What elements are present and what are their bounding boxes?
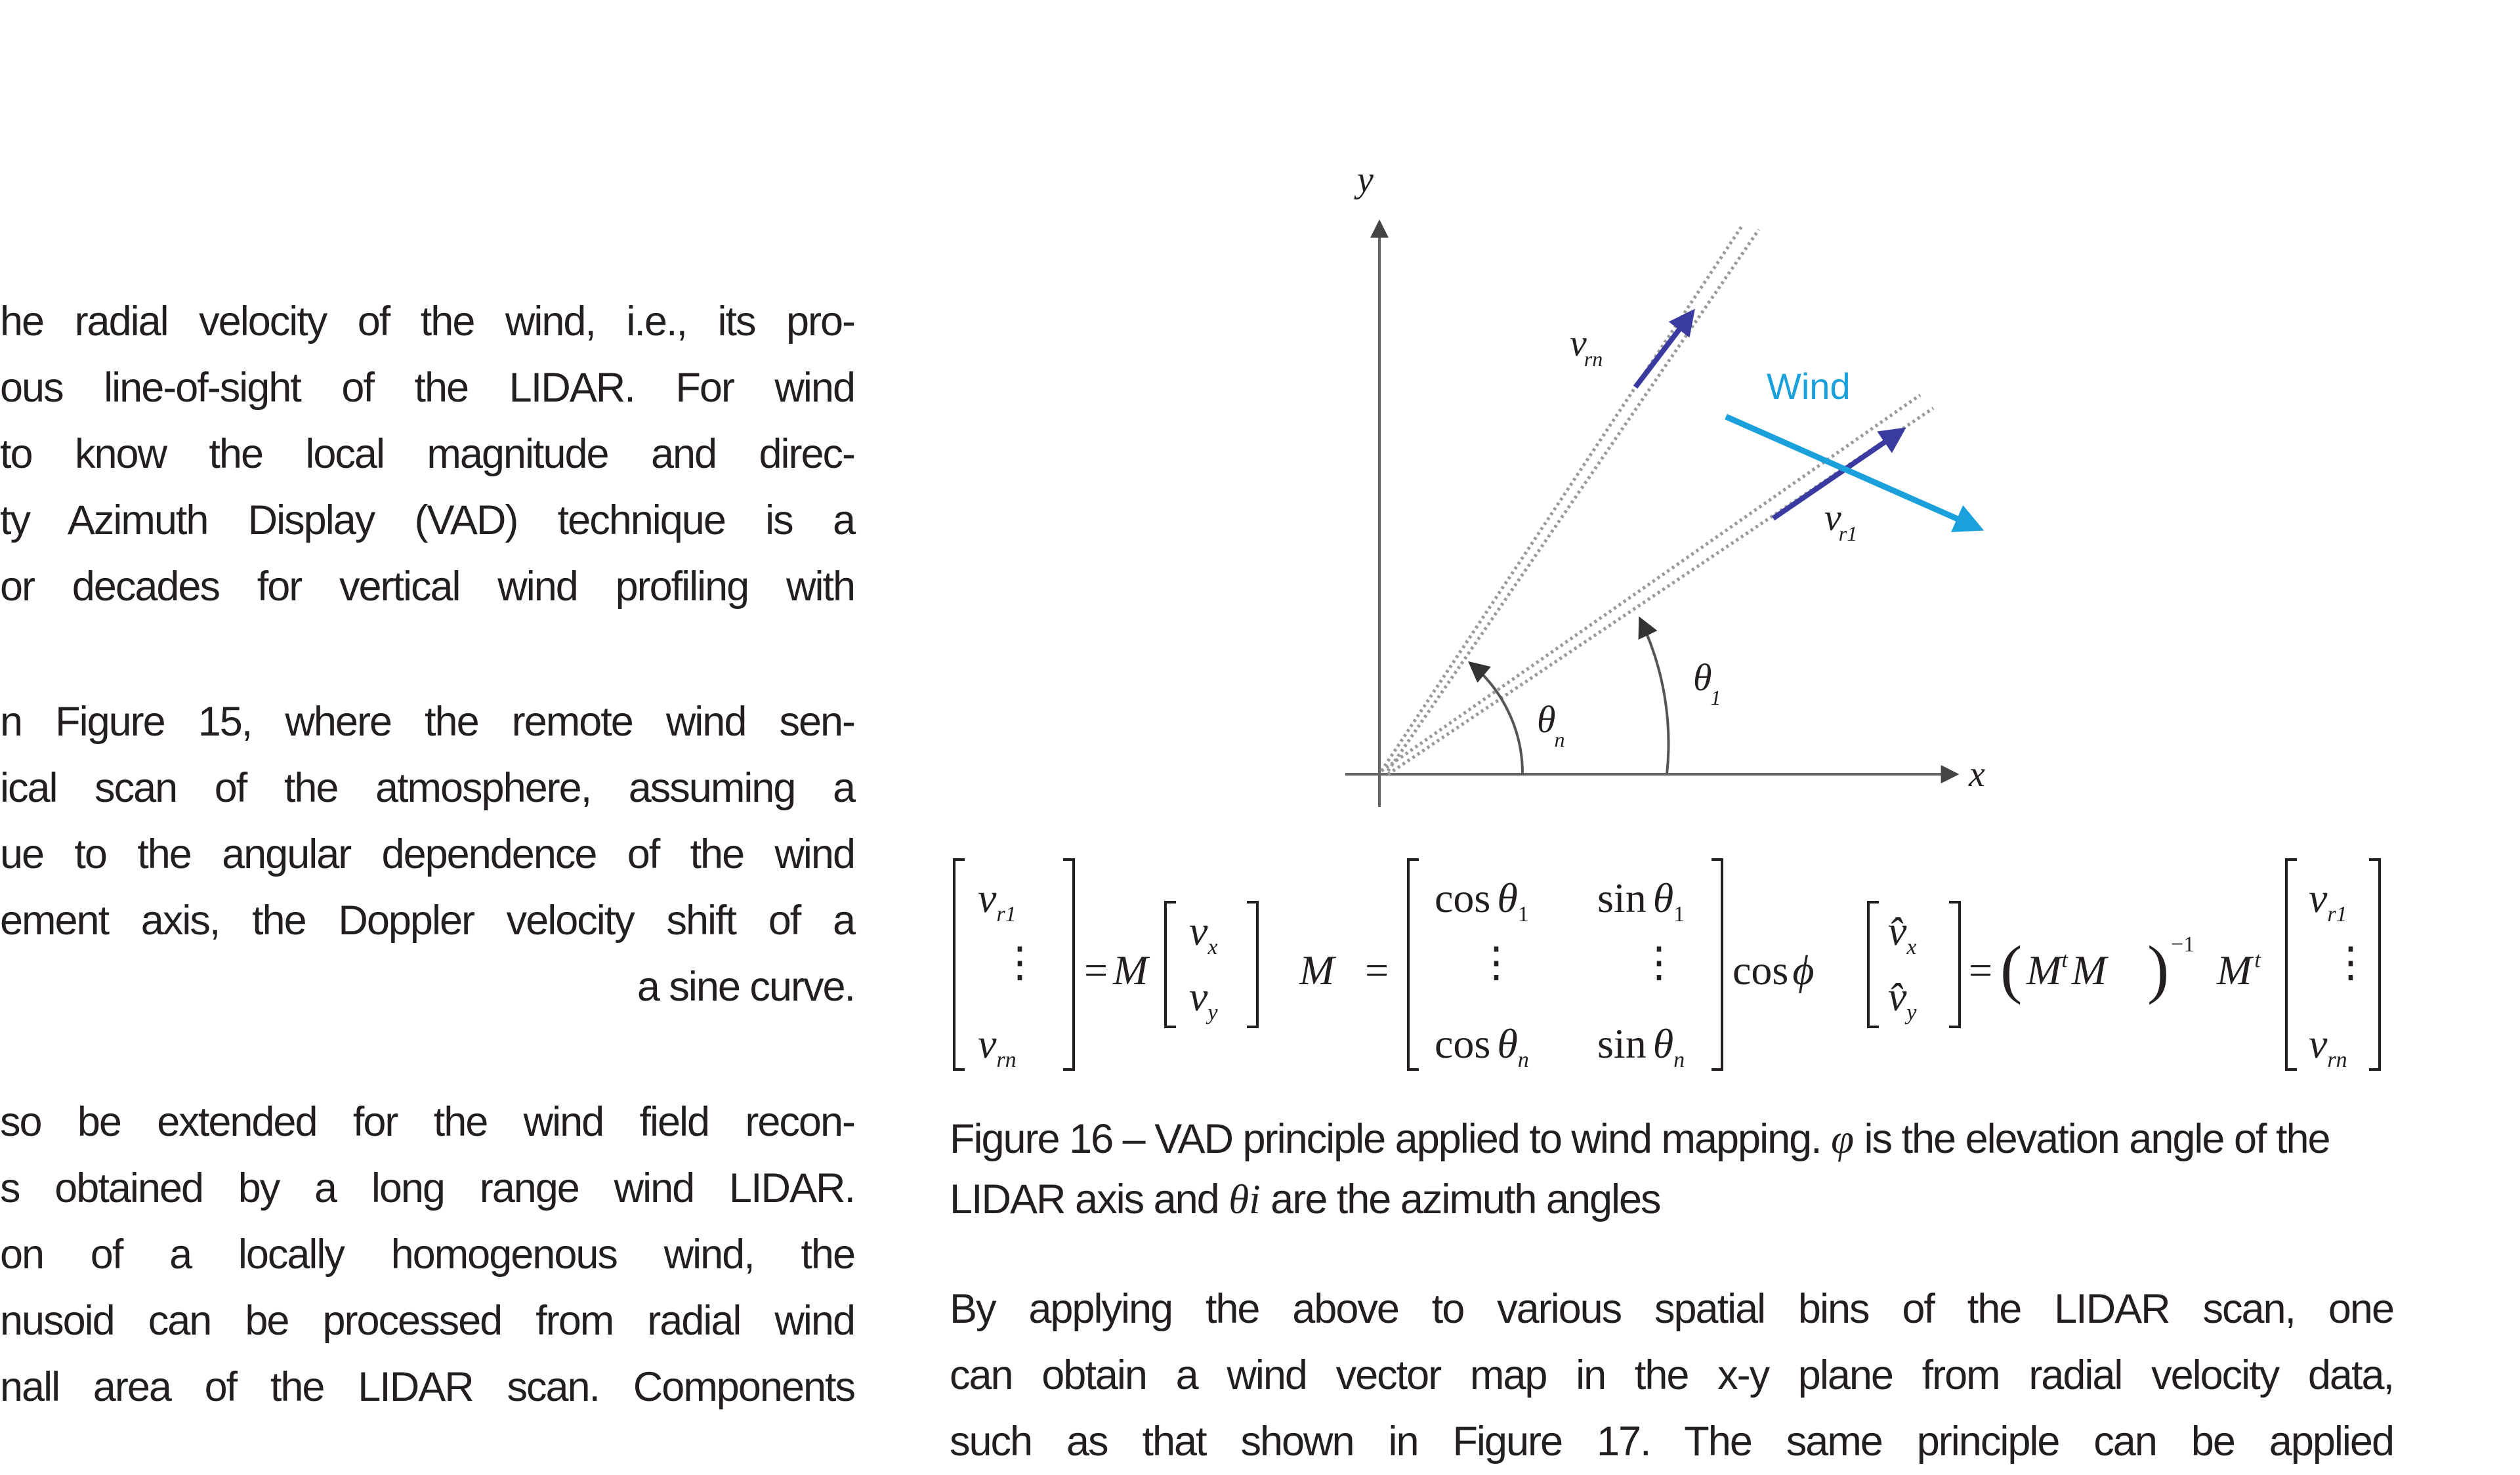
eq-mt-m: $M^tM$ — [2026, 947, 2107, 993]
left-line-15: nall area of the LIDAR scan. Components — [0, 1364, 854, 1410]
eq-vrn-2: $v_{rn}$ — [2309, 1020, 2347, 1072]
left-line-9: ement axis, the Doppler velocity shift of a — [0, 898, 854, 944]
left-line-10: a sine curve. — [637, 964, 854, 1010]
x-axis-label: x — [1969, 754, 1985, 795]
left-line-12: s obtained by a long range wind LIDAR. — [0, 1165, 854, 1211]
eq-vrn: $v_{rn}$ — [978, 1020, 1017, 1072]
eq-vr1-2: $v_{r1}$ — [2309, 875, 2347, 926]
left-line-14: nusoid can be processed from radial wind — [0, 1298, 854, 1344]
eq-cos-theta1: $\cos \theta_1$ — [1435, 875, 1529, 926]
left-line-2: ous line-of-sight of the LIDAR. For wind — [0, 365, 854, 411]
left-line-11: so be extended for the wind field recon- — [0, 1099, 854, 1145]
eq-m-1: M — [1113, 947, 1148, 993]
theta-1-arc — [1641, 620, 1669, 774]
eq-vdots-4: ⋮ — [2330, 939, 2372, 986]
eq-rparen: ) — [2147, 932, 2170, 1005]
eq-equals-2: = — [1365, 947, 1389, 993]
vr1-label: vr1 — [1824, 496, 1858, 545]
vad-equations — [945, 846, 2389, 1083]
caption-part-3: are the azimuth angles — [1260, 1176, 1660, 1222]
right-line-1: By applying the above to various spatial bins of the LIDAR scan, one — [950, 1286, 2393, 1332]
right-line-3: such as that shown in Figure 17. The same principle can be applied — [950, 1419, 2393, 1465]
eq-mt: M $^t$ — [2217, 947, 2261, 993]
eq-cos-thetan: $\cos \theta_n$ — [1435, 1020, 1529, 1072]
eq-vr1: $v_{r1}$ — [978, 875, 1017, 926]
wind-arrow — [1726, 417, 1979, 528]
theta-n-arc — [1471, 664, 1522, 774]
eq-vdots-1: ⋮ — [999, 939, 1041, 986]
left-line-1: he radial velocity of the wind, i.e., its pro- — [0, 299, 854, 344]
left-line-3: to know the local magnitude and direc- — [0, 431, 854, 477]
eq-m-2: M — [1299, 947, 1335, 993]
caption-phi: φ — [1831, 1116, 1855, 1162]
eq-sin-thetan: $\sin \theta_n$ — [1597, 1020, 1685, 1072]
theta-1-label: θ1 — [1693, 656, 1721, 709]
left-column-text — [0, 289, 854, 1417]
left-line-7: ical scan of the atmosphere, assuming a — [0, 765, 854, 811]
eq-vhat-y: $v̂_y$ — [1888, 973, 1917, 1025]
eq-vdots-2: ⋮ — [1475, 939, 1517, 986]
eq-cos-phi: cosϕ — [1732, 947, 1815, 993]
theta-n-label: θn — [1537, 698, 1565, 751]
left-line-8: ue to the angular dependence of the wind — [0, 831, 854, 877]
y-axis-label: y — [1357, 159, 1374, 200]
vrn-vector — [1635, 313, 1692, 387]
caption-part-2: is the elevation angle of the LIDAR axis and — [950, 1116, 2330, 1222]
caption-part-1: Figure 16 – VAD principle applied to wind mapping. — [950, 1116, 1832, 1162]
left-line-13: on of a locally homogenous wind, the — [0, 1232, 854, 1278]
figure-caption — [950, 1109, 2406, 1230]
equation-svg — [945, 846, 2389, 1083]
vad-figure — [1299, 157, 2021, 827]
beam-1 — [1381, 395, 1933, 774]
eq-lparen: ( — [2000, 932, 2023, 1005]
eq-vdots-3: ⋮ — [1638, 939, 1680, 986]
eq-equals-1: = — [1084, 947, 1108, 993]
eq-vx: $v_x$ — [1189, 907, 1218, 959]
eq-vy: $v_y$ — [1189, 973, 1218, 1025]
vrn-label: vrn — [1570, 322, 1603, 371]
right-body-text — [950, 1276, 2393, 1465]
eq-sin-theta1: $\sin \theta_1$ — [1597, 875, 1685, 926]
eq-inverse: −1 — [2171, 932, 2195, 957]
left-line-4: ty Azimuth Display (VAD) technique is a — [0, 497, 854, 543]
right-line-2: can obtain a wind vector map in the x-y plane from radial velocity data, — [950, 1352, 2393, 1398]
eq-equals-3: = — [1969, 947, 1993, 993]
wind-label: Wind — [1767, 365, 1851, 407]
left-line-5: or decades for vertical wind profiling with — [0, 564, 854, 610]
eq-vhat-x: $v̂_x$ — [1888, 907, 1917, 959]
vad-diagram — [1299, 157, 2021, 827]
left-line-6: n Figure 15, where the remote wind sen- — [0, 699, 854, 745]
caption-theta: θi — [1228, 1176, 1261, 1222]
